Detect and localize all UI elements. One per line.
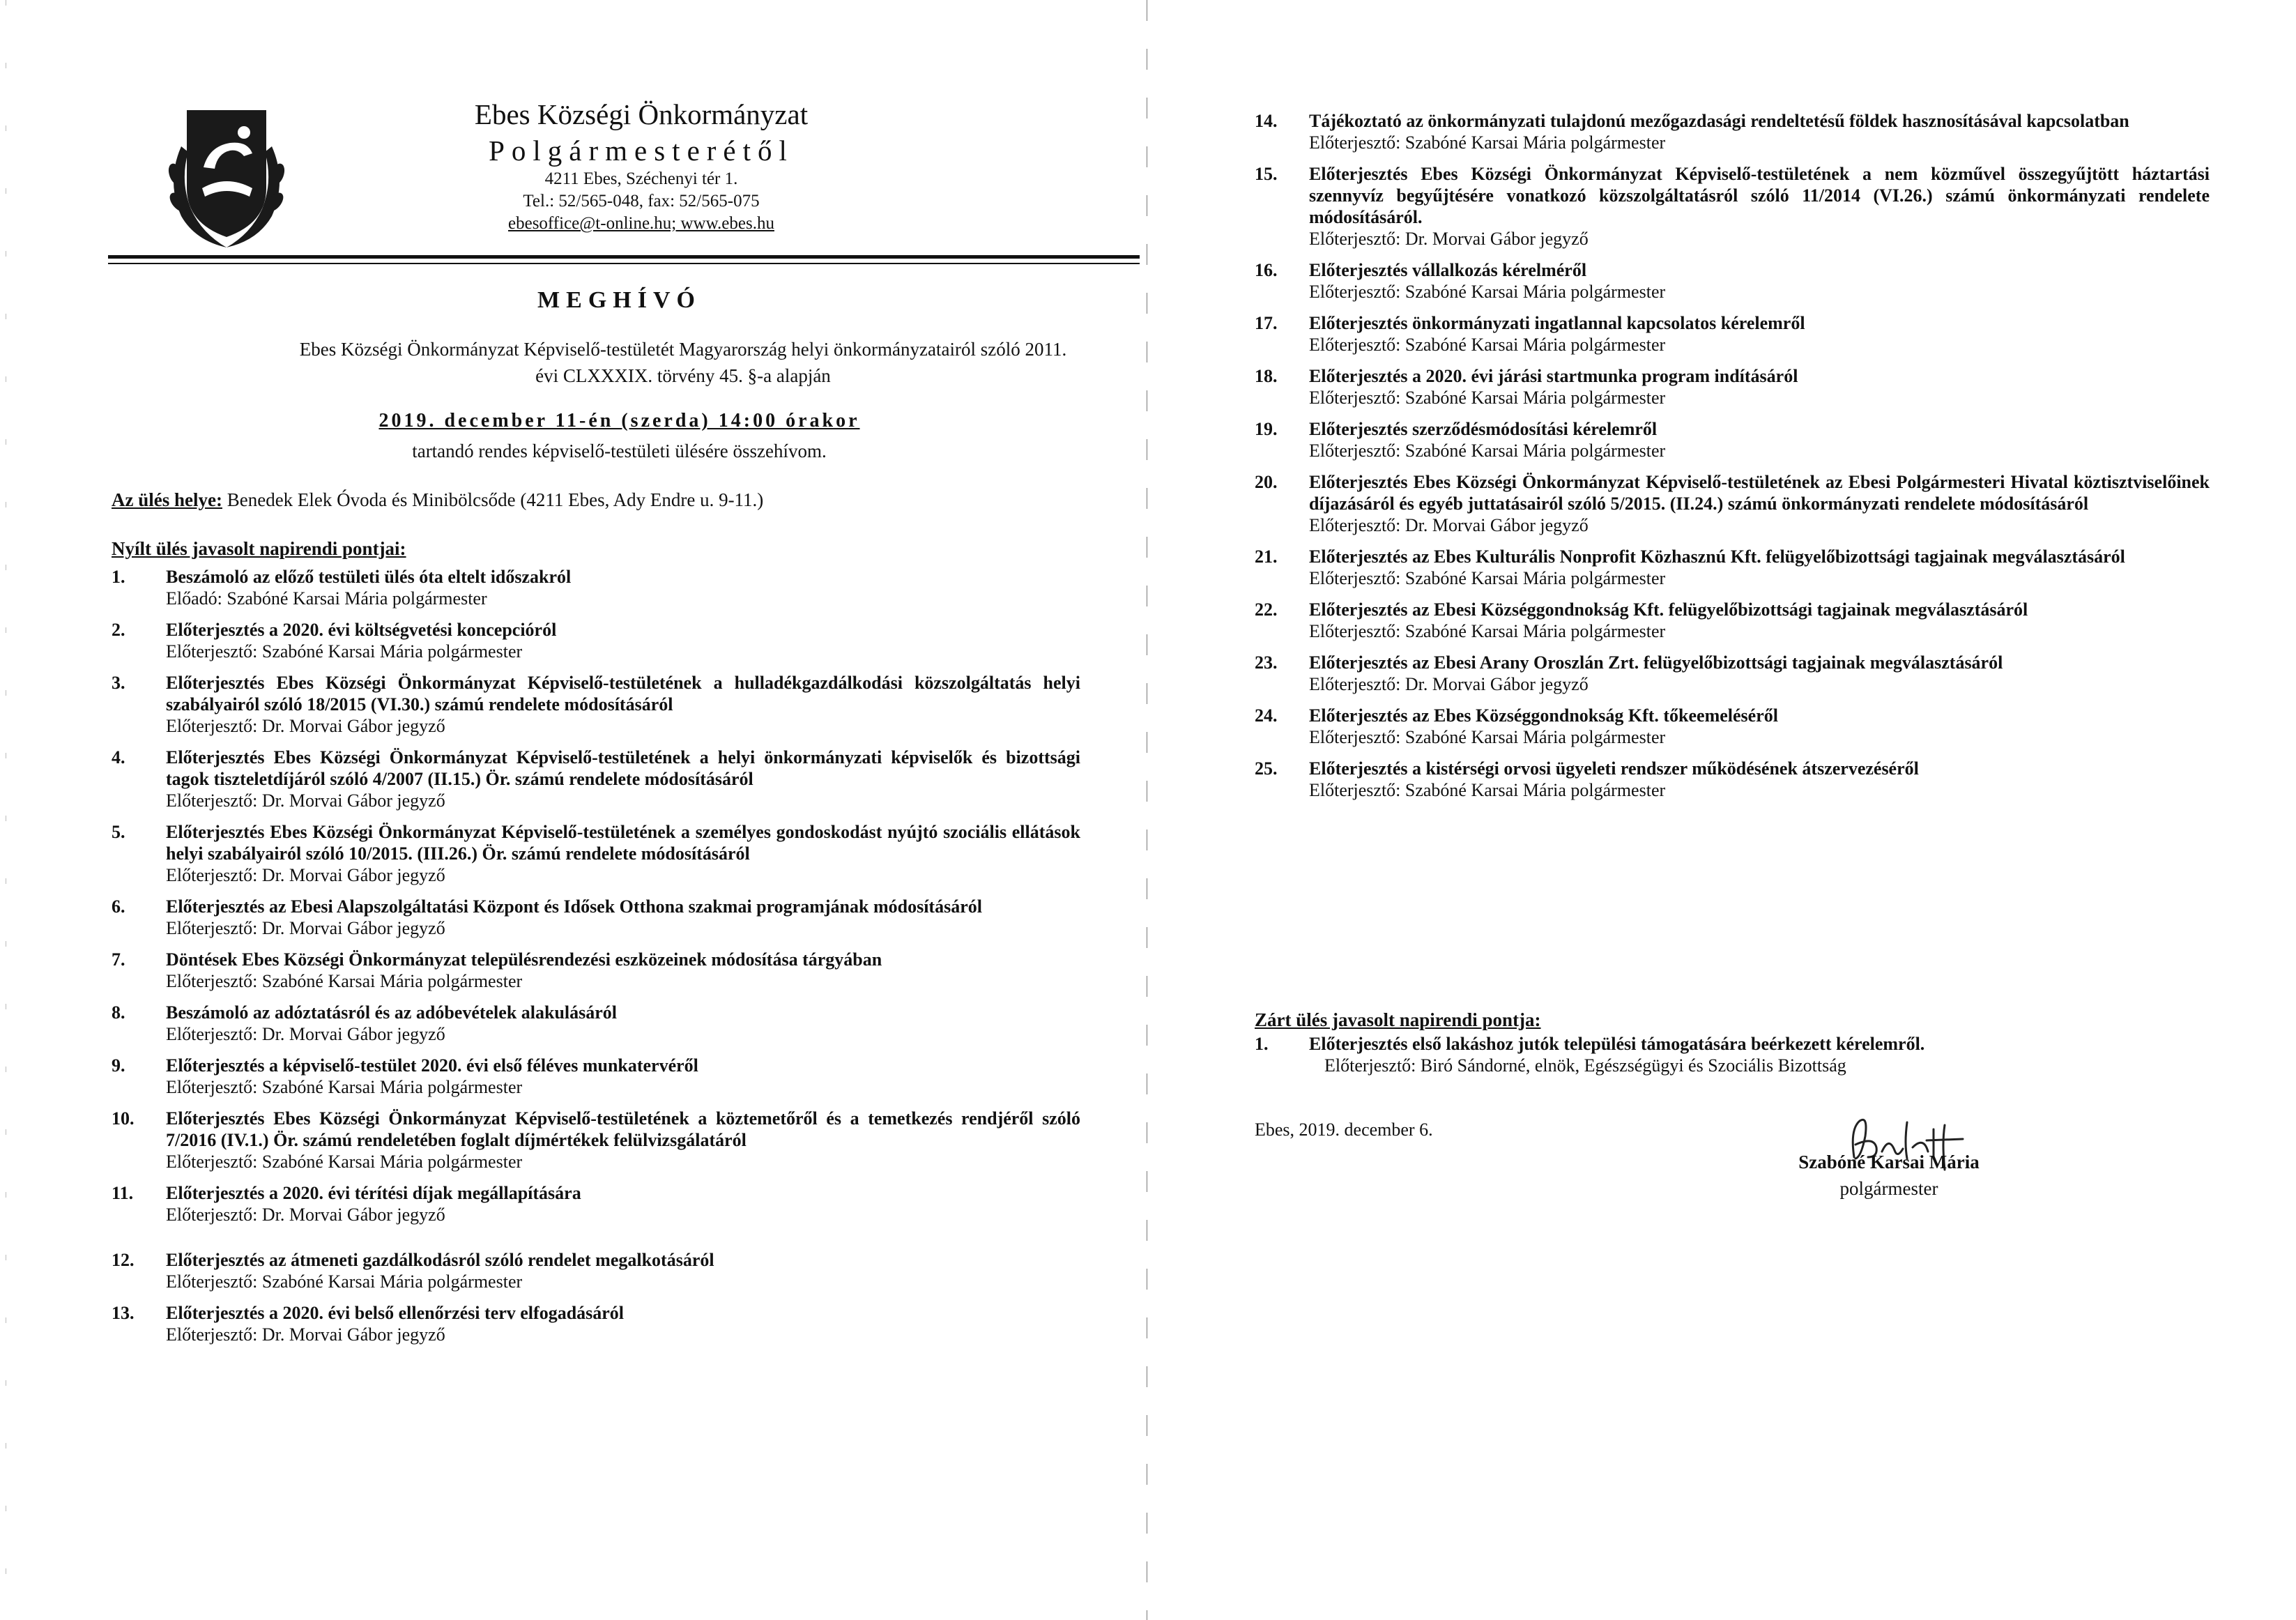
agenda-item	[1255, 1033, 2161, 1076]
agenda-item	[112, 619, 1080, 662]
agenda-item-number: 22.	[1255, 599, 1278, 620]
agenda-item	[112, 1055, 1080, 1098]
agenda-item	[112, 896, 1080, 939]
agenda-item-presenter: Előterjesztő: Dr. Morvai Gábor jegyző	[1309, 515, 1589, 535]
agenda-item-title: Beszámoló az előző testületi ülés óta eltelt időszakról	[166, 567, 572, 587]
agenda-list-left	[112, 563, 1080, 1345]
agenda-item-title: Előterjesztés első lakáshoz jutók települési támogatására beérkezett kérelemről.	[1309, 1034, 1925, 1054]
agenda-item	[1255, 110, 2210, 153]
header-rule-thin	[108, 263, 1140, 264]
agenda-item-title: Előterjesztés Ebes Községi Önkormányzat Képviselő-testületének a hulladékgazdálkodási közszolgáltatás helyi szabályairól szóló 18/2015 (VI.30.) számú rendelete módosításáról	[166, 673, 1080, 715]
agenda-item-presenter: Előterjesztő: Szabóné Karsai Mária polgármester	[1309, 441, 1666, 461]
agenda-item-number: 14.	[1255, 111, 1278, 131]
open-session-heading: Nyílt ülés javasolt napirendi pontjai:	[112, 538, 406, 559]
agenda-item-title: Előterjesztés a kistérségi orvosi ügyeleti rendszer működésének átszervezéséről	[1309, 758, 1919, 779]
agenda-item-number: 3.	[112, 673, 125, 693]
agenda-item-presenter: Előterjesztő: Szabóné Karsai Mária polgármester	[1309, 780, 1666, 800]
agenda-item-title: Előterjesztés az Ebesi Alapszolgáltatási Központ és Idősek Otthona szakmai programjának módosításáról	[166, 896, 982, 917]
agenda-item	[1255, 471, 2210, 536]
agenda-item-presenter: Előterjesztő: Dr. Morvai Gábor jegyző	[166, 918, 445, 938]
agenda-item	[112, 821, 1080, 886]
meeting-subtitle: tartandó rendes képviselő-testületi ülésére összehívom.	[412, 441, 827, 461]
agenda-item-number: 6.	[112, 896, 125, 917]
agenda-item-number: 16.	[1255, 260, 1278, 280]
agenda-item-title: Előterjesztés Ebes Községi Önkormányzat Képviselő-testületének a helyi önkormányzati képviselők és bizottsági tagok tiszteletdíjáról szóló 4/2007 (II.15.) Ör. számú rendelete módosításáról	[166, 747, 1080, 789]
agenda-item-number: 15.	[1255, 164, 1278, 184]
agenda-item-number: 17.	[1255, 313, 1278, 333]
agenda-item-presenter: Előterjesztő: Szabóné Karsai Mária polgármester	[1309, 621, 1666, 641]
agenda-item-presenter: Előterjesztő: Dr. Morvai Gábor jegyző	[166, 790, 445, 811]
agenda-item-presenter: Előterjesztő: Szabóné Karsai Mária polgármester	[166, 1077, 523, 1097]
agenda-item-number: 1.	[112, 567, 125, 587]
agenda-item	[112, 566, 1080, 609]
agenda-item-title: Előterjesztés a 2020. évi költségvetési koncepcióról	[166, 620, 557, 640]
agenda-item-number: 25.	[1255, 758, 1278, 779]
office-name: Polgármesterétől	[489, 135, 794, 167]
agenda-item-presenter: Előterjesztő: Szabóné Karsai Mária polgármester	[1309, 132, 1666, 153]
agenda-item-presenter: Előterjesztő: Biró Sándorné, elnök, Egészségügyi és Szociális Bizottság	[1324, 1055, 1846, 1076]
agenda-item-number: 1.	[1255, 1034, 1269, 1054]
agenda-item-title: Előterjesztés a képviselő-testület 2020. évi első féléves munkatervéről	[166, 1055, 698, 1076]
agenda-item-title: Tájékoztató az önkormányzati tulajdonú mezőgazdasági rendeltetésű földek hasznosításával kapcsolatban	[1309, 111, 2129, 131]
agenda-item-number: 23.	[1255, 652, 1278, 673]
org-address: 4211 Ebes, Széchenyi tér 1.	[544, 169, 738, 188]
org-phone: Tel.: 52/565-048, fax: 52/565-075	[523, 192, 760, 211]
document-title: MEGHÍVÓ	[537, 287, 701, 313]
agenda-item	[112, 1302, 1080, 1345]
agenda-item	[1255, 546, 2210, 589]
closed-session-heading: Zárt ülés javasolt napirendi pontja:	[1255, 1009, 1541, 1030]
agenda-item	[1255, 163, 2210, 250]
agenda-item-title: Előterjesztés az Ebes Kulturális Nonprofit Közhasznú Kft. felügyelőbizottsági tagjainak megválasztásáról	[1309, 547, 2125, 567]
agenda-item-presenter: Előterjesztő: Dr. Morvai Gábor jegyző	[166, 716, 445, 736]
agenda-item-title: Döntések Ebes Községi Önkormányzat településrendezési eszközeinek módosítása tárgyában	[166, 949, 882, 970]
agenda-item-presenter: Előterjesztő: Szabóné Karsai Mária polgármester	[1309, 727, 1666, 747]
agenda-item	[112, 1108, 1080, 1172]
agenda-item	[1255, 418, 2210, 461]
agenda-item-presenter: Előterjesztő: Szabóné Karsai Mária polgármester	[166, 1152, 523, 1172]
agenda-item-presenter: Előterjesztő: Dr. Morvai Gábor jegyző	[166, 865, 445, 885]
agenda-item-number: 2.	[112, 620, 125, 640]
venue-label: Az ülés helye:	[112, 489, 222, 510]
agenda-item-number: 8.	[112, 1002, 125, 1023]
agenda-item-presenter: Előterjesztő: Dr. Morvai Gábor jegyző	[166, 1205, 445, 1225]
agenda-item-number: 5.	[112, 822, 125, 842]
agenda-item-presenter: Előterjesztő: Szabóné Karsai Mária polgármester	[1309, 568, 1666, 588]
agenda-item-number: 9.	[112, 1055, 125, 1076]
agenda-item-title: Beszámoló az adóztatásról és az adóbevételek alakulásáról	[166, 1002, 618, 1023]
agenda-item-title: Előterjesztés a 2020. évi térítési díjak megállapítására	[166, 1183, 581, 1203]
agenda-item-number: 18.	[1255, 366, 1278, 386]
agenda-item-number: 4.	[112, 747, 125, 767]
agenda-item-presenter: Előterjesztő: Szabóné Karsai Mária polgármester	[166, 971, 523, 991]
venue-text: Benedek Elek Óvoda és Minibölcsőde (4211 Ebes, Ady Endre u. 9-11.)	[227, 489, 764, 510]
signer-role: polgármester	[1839, 1178, 1938, 1199]
agenda-item-presenter: Előterjesztő: Szabóné Karsai Mária polgármester	[1309, 335, 1666, 355]
agenda-item-presenter: Előterjesztő: Dr. Morvai Gábor jegyző	[166, 1324, 445, 1345]
agenda-item	[112, 672, 1080, 737]
agenda-item-title: Előterjesztés vállalkozás kérelméről	[1309, 260, 1587, 280]
agenda-item-title: Előterjesztés Ebes Községi Önkormányzat Képviselő-testületének a köztemetőről és a temetkezés rendjéről szóló 7/2016 (IV.1.) Ör. számú rendeletében foglalt díjmértékek felülvizsgálatáról	[166, 1108, 1080, 1150]
header-rule-thick	[108, 255, 1140, 259]
agenda-item	[112, 1002, 1080, 1045]
agenda-item-presenter: Előadó: Szabóné Karsai Mária polgármester	[166, 588, 487, 609]
agenda-item	[112, 747, 1080, 811]
agenda-item-presenter: Előterjesztő: Dr. Morvai Gábor jegyző	[1309, 229, 1589, 249]
agenda-item	[1255, 365, 2210, 408]
agenda-item	[1255, 259, 2210, 303]
agenda-item-number: 10.	[112, 1108, 135, 1129]
agenda-item-presenter: Előterjesztő: Szabóné Karsai Mária polgármester	[166, 1271, 523, 1292]
agenda-item	[112, 949, 1080, 992]
agenda-item-presenter: Előterjesztő: Szabóné Karsai Mária polgármester	[166, 641, 523, 662]
agenda-item-number: 11.	[112, 1183, 134, 1203]
agenda-item-presenter: Előterjesztő: Dr. Morvai Gábor jegyző	[166, 1024, 445, 1044]
agenda-item-presenter: Előterjesztő: Szabóné Karsai Mária polgármester	[1309, 282, 1666, 302]
agenda-item-title: Előterjesztés az Ebesi Arany Oroszlán Zrt. felügyelőbizottsági tagjainak megválasztásáról	[1309, 652, 2003, 673]
agenda-item-number: 20.	[1255, 472, 1278, 492]
coat-of-arms-icon	[160, 105, 293, 254]
agenda-item-title: Előterjesztés az Ebes Községgondnokság Kft. tőkeemeléséről	[1309, 705, 1778, 726]
agenda-item-title: Előterjesztés önkormányzati ingatlannal kapcsolatos kérelemről	[1309, 313, 1805, 333]
agenda-item-title: Előterjesztés az Ebesi Községgondnokság Kft. felügyelőbizottsági tagjainak megválasztásáról	[1309, 599, 2028, 620]
agenda-item-presenter: Előterjesztő: Szabóné Karsai Mária polgármester	[1309, 388, 1666, 408]
agenda-item	[1255, 652, 2210, 695]
org-name: Ebes Községi Önkormányzat	[474, 98, 809, 130]
agenda-item-presenter: Előterjesztő: Dr. Morvai Gábor jegyző	[1309, 674, 1589, 694]
agenda-item-number: 13.	[112, 1303, 135, 1323]
agenda-item	[112, 1182, 1080, 1225]
signer-name: Szabóné Karsai Mária	[1798, 1152, 1980, 1172]
agenda-item-number: 21.	[1255, 547, 1278, 567]
agenda-item	[1255, 312, 2210, 356]
agenda-item-title: Előterjesztés az átmeneti gazdálkodásról szóló rendelet megalkotásáról	[166, 1250, 714, 1270]
meeting-date: 2019. december 11-én (szerda) 14:00 órakor	[378, 410, 860, 431]
agenda-item	[1255, 705, 2210, 748]
closed-agenda-list	[1255, 1033, 2161, 1076]
agenda-item	[1255, 599, 2210, 642]
agenda-item-title: Előterjesztés Ebes Községi Önkormányzat Képviselő-testületének az Ebesi Polgármesteri Hivatal köztisztviselőinek díjazásáról és egyéb juttatásairól szóló 5/2015. (II.24.) számú önkormányzati rendelete módosításáról	[1309, 472, 2210, 514]
agenda-item-title: Előterjesztés a 2020. évi járási startmunka program indításáról	[1309, 366, 1798, 386]
agenda-item-number: 24.	[1255, 705, 1278, 726]
place-date: Ebes, 2019. december 6.	[1255, 1120, 1433, 1140]
agenda-item-title: Előterjesztés Ebes Községi Önkormányzat Képviselő-testületének a személyes gondoskodást nyújtó szociális ellátások helyi szabályairól szóló 10/2015. (III.26.) Ör. számú rendelete módosításáról	[166, 822, 1080, 864]
intro-text: Ebes Községi Önkormányzat Képviselő-testületét Magyarország helyi önkormányzatairól szóló 2011. évi CLXXXIX. törvény 45. §-a alapján	[299, 339, 1067, 386]
meeting-venue	[112, 489, 763, 511]
agenda-list-right	[1255, 110, 2210, 801]
agenda-item	[1255, 758, 2210, 801]
agenda-item	[112, 1249, 1080, 1292]
agenda-item-title: Előterjesztés Ebes Községi Önkormányzat Képviselő-testületének a nem közművel összegyűjtött háztartási szennyvíz begyűjtésére vonatkozó közszolgáltatásról szóló 11/2014 (VI.26.) számú önkormányzati rendelete módosításáról.	[1309, 164, 2210, 227]
org-web[interactable]: ebesoffice@t-online.hu; www.ebes.hu	[508, 214, 774, 233]
agenda-item-title: Előterjesztés a 2020. évi belső ellenőrzési terv elfogadásáról	[166, 1303, 625, 1323]
agenda-item-number: 19.	[1255, 419, 1278, 439]
agenda-item-title: Előterjesztés szerződésmódosítási kérelemről	[1309, 419, 1658, 439]
agenda-item-number: 7.	[112, 949, 125, 970]
agenda-item-number: 12.	[112, 1250, 135, 1270]
